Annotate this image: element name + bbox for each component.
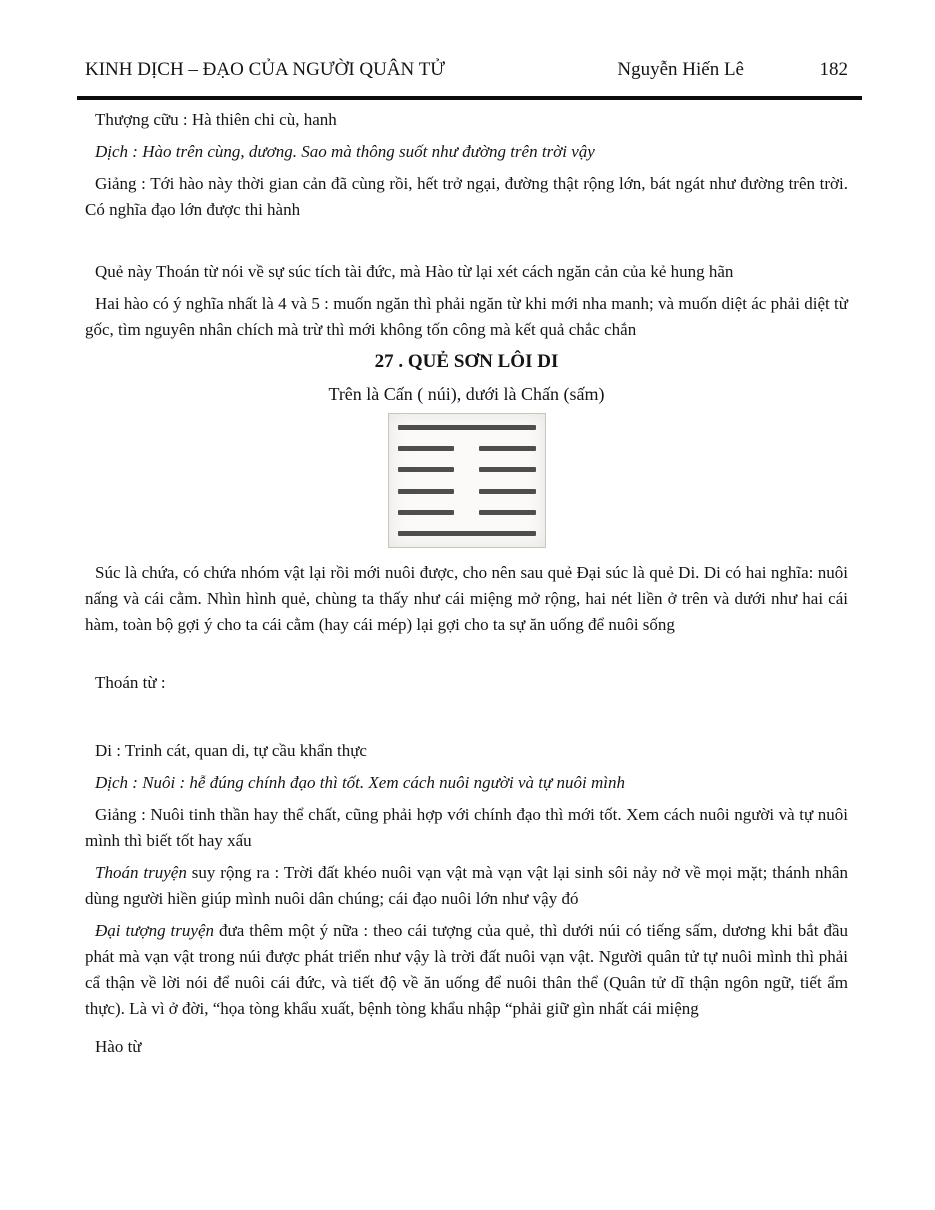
hexagram-line-segment xyxy=(398,467,455,472)
paragraph-di-trinh-cat: Di : Trinh cát, quan di, tự cầu khẩn thực xyxy=(95,741,367,760)
hexagram-line-broken xyxy=(398,446,536,451)
hexagram-line-segment xyxy=(479,510,536,515)
paragraph-hai-hao: Hai hào có ý nghĩa nhất là 4 và 5 : muốn ngăn thì phải ngăn từ khi mới nha manh; và muốn diệt ác phải diệt từ gốc, tìm nguyên nhân chích mà trừ thì mới không tốn công mà kết quả chắc chắn xyxy=(85,294,848,339)
author-name: Nguyễn Hiến Lê xyxy=(617,59,744,80)
paragraph-thuong-cuu: Thượng cữu : Hà thiên chi cù, hanh xyxy=(95,110,337,129)
section-title: 27 . QUẺ SƠN LÔI DI xyxy=(374,351,559,372)
hexagram-line-segment xyxy=(479,467,536,472)
hexagram-figure xyxy=(388,413,546,548)
section-subtitle: Trên là Cấn ( núi), dưới là Chấn (sấm) xyxy=(328,384,605,404)
hexagram-line-solid xyxy=(398,425,536,430)
book-title: KINH DỊCH – ĐẠO CỦA NGƯỜI QUÂN TỬ xyxy=(85,59,446,80)
hexagram-line-segment xyxy=(398,489,455,494)
paragraph-que-nay-thoan-tu: Quẻ này Thoán từ nói về sự súc tích tài đức, mà Hào từ lại xét cách ngăn cản của kẻ hung hãn xyxy=(95,262,734,281)
thoan-truyen-rest: suy rộng ra : Trời đất khéo nuôi vạn vật mà vạn vật lại sinh sôi nảy nở về mọi mặt; thánh nhân dùng người hiền giúp mình nuôi dân chúng; cái đạo nuôi lớn như vậy đó xyxy=(85,863,849,908)
paragraph-thoan-truyen xyxy=(85,860,848,912)
hexagram-line-broken xyxy=(398,467,536,472)
hexagram-line-solid xyxy=(398,531,536,536)
hexagram-line-broken xyxy=(398,510,536,515)
paragraph-dich-nuoi: Dịch : Nuôi : hễ đúng chính đạo thì tốt. Xem cách nuôi người và tự nuôi mình xyxy=(95,773,625,792)
page-number: 182 xyxy=(819,59,848,80)
hexagram-line-segment xyxy=(479,489,536,494)
paragraph-suc-la-chua: Súc là chứa, có chứa nhóm vật lại rồi mới nuôi được, cho nên sau quẻ Đại súc là quẻ Di. Di có hai nghĩa: nuôi nấng và cái cằm. Nhìn hình quẻ, chùng ta thấy như cái miệng mở rộng, hai nét liền ở trên và dưới như hai cái hàm, toàn bộ gợi ý cho ta cái cằm (hay cái mép) lại gợi cho ta sự ăn uống để nuôi sống xyxy=(85,563,848,634)
hexagram-line-broken xyxy=(398,489,536,494)
dai-tuong-truyen-rest: đưa thêm một ý nữa : theo cái tượng của quẻ, thì dưới núi có tiếng sấm, dương khi bắt đầu phát mà vạn vật trong núi được phát triển như vậy là trời đất nuôi vạn vật. Người quân tử tự nuôi mình thì phải cẩ thận về lời nói để nuôi cái đức, và tiết độ về ăn uống để nuôi thân thể (Quân tử dĩ thận ngôn ngữ, tiết ẩm thực). Là vì ở đời, “họa tòng khẩu xuất, bệnh tòng khẩu nhập “phải giữ gìn nhất cái miệng xyxy=(85,921,848,1018)
dai-tuong-truyen-lead: Đại tượng truyện xyxy=(95,921,214,940)
paragraph-dich-hao-tren: Dịch : Hào trên cùng, dương. Sao mà thông suốt như đường trên trời vậy xyxy=(95,142,595,161)
thoan-truyen-lead: Thoán truyện xyxy=(95,863,187,882)
page-header xyxy=(85,56,848,83)
label-thoan-tu: Thoán từ : xyxy=(95,673,166,692)
hexagram-line-segment xyxy=(398,446,455,451)
paragraph-giang-toi-hao: Giảng : Tới hào này thời gian cản đã cùng rồi, hết trở ngại, đường thật rộng lớn, bát ngát như đường trên trời. Có nghĩa đạo lớn được thi hành xyxy=(85,174,848,219)
hexagram-line-segment xyxy=(398,510,455,515)
header-rule xyxy=(77,96,862,100)
paragraph-giang-nuoi: Giảng : Nuôi tinh thần hay thể chất, cũng phải hợp với chính đạo thì mới tốt. Xem cách nuôi người và tự nuôi mình thì biết tốt hay xấu xyxy=(85,805,848,850)
paragraph-dai-tuong-truyen xyxy=(85,918,848,1022)
hexagram-line-segment xyxy=(479,446,536,451)
label-hao-tu: Hào từ xyxy=(95,1037,142,1056)
